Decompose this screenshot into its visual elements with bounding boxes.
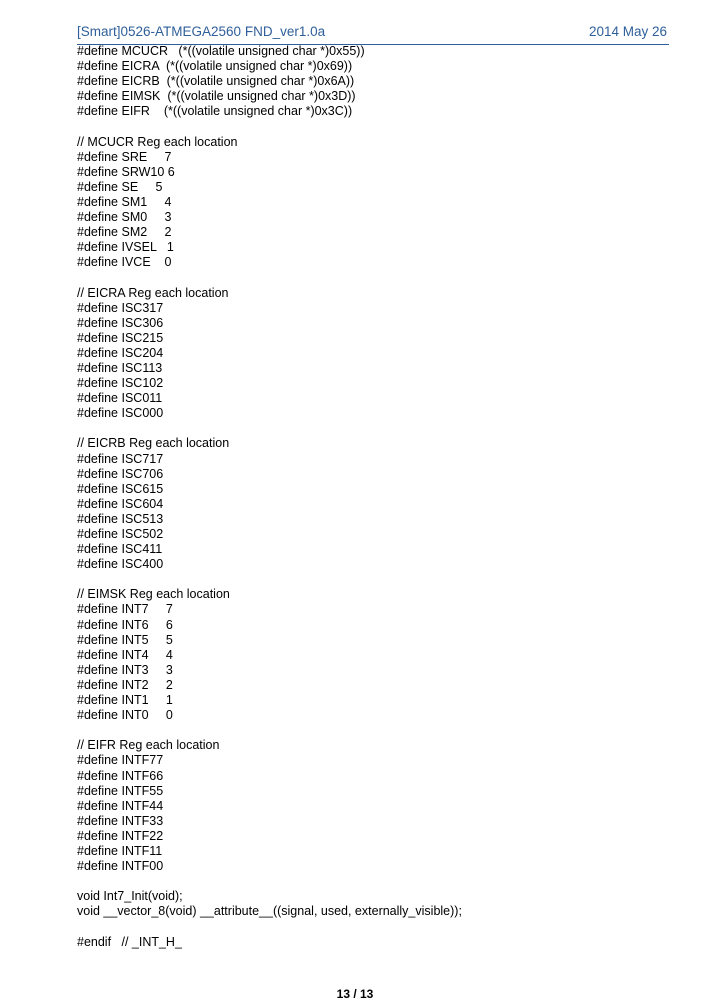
code-block (77, 44, 677, 950)
code-line: #define SM2 2 (77, 225, 172, 240)
code-line: void __vector_8(void) __attribute__((signal, used, externally_visible)); (77, 904, 462, 919)
code-line: #define ISC604 (77, 496, 164, 511)
code-line: #define INTF11 (77, 843, 163, 858)
code-line: // EICRA Reg each location (77, 285, 229, 300)
page-header (77, 24, 669, 45)
code-line: #define ISC400 (77, 557, 164, 572)
document-date: 2014 May 26 (588, 24, 667, 39)
code-line: #define EICRA (*((volatile unsigned char *)0x69)) (77, 59, 353, 74)
code-line: #define EIMSK (*((volatile unsigned char *)0x3D)) (77, 89, 356, 104)
code-line: #define INTF22 (77, 828, 164, 843)
document-title: [Smart]0526-ATMEGA2560 FND_ver1.0a (77, 24, 326, 39)
code-line: #define ISC204 (77, 345, 164, 360)
code-line: #define ISC317 (77, 300, 164, 315)
code-line: #define INT4 4 (77, 647, 173, 662)
code-line: #endif // _INT_H_ (77, 934, 182, 949)
code-line (77, 421, 677, 436)
code-line: #define SM1 4 (77, 194, 172, 209)
code-line (77, 874, 677, 889)
code-line: #define SE 5 (77, 179, 163, 194)
code-line: #define INTF33 (77, 813, 164, 828)
code-line: #define ISC706 (77, 466, 164, 481)
code-line: #define IVCE 0 (77, 255, 172, 270)
code-line: #define IVSEL 1 (77, 240, 174, 255)
code-line: #define ISC102 (77, 376, 164, 391)
code-line: #define INT6 6 (77, 617, 173, 632)
code-line: #define INTF44 (77, 798, 164, 813)
code-line: #define SRW10 6 (77, 164, 175, 179)
code-line: #define SM0 3 (77, 210, 172, 225)
page-number: 13 / 13 (336, 987, 374, 1001)
code-line: // EIMSK Reg each location (77, 587, 230, 602)
code-line: #define INT2 2 (77, 677, 173, 692)
code-line: #define INT5 5 (77, 632, 173, 647)
code-line: #define ISC011 (77, 391, 163, 406)
code-line: #define INT3 3 (77, 662, 173, 677)
code-line (77, 119, 677, 134)
code-line: #define ISC717 (77, 451, 164, 466)
code-line: #define ISC306 (77, 315, 164, 330)
code-line: #define INT1 1 (77, 693, 173, 708)
code-line: #define ISC513 (77, 511, 164, 526)
code-line (77, 919, 677, 934)
code-line: void Int7_Init(void); (77, 889, 183, 904)
code-line: #define INTF77 (77, 753, 164, 768)
code-line: #define MCUCR (*((volatile unsigned char *)0x55)) (77, 44, 365, 58)
code-line: #define SRE 7 (77, 149, 172, 164)
code-line (77, 270, 677, 285)
code-line: #define ISC615 (77, 481, 164, 496)
code-line: #define INTF55 (77, 783, 164, 798)
code-line: #define INT0 0 (77, 708, 173, 723)
code-line (77, 572, 677, 587)
code-line: #define ISC000 (77, 406, 164, 421)
code-line (77, 723, 677, 738)
code-line: #define EICRB (*((volatile unsigned char *)0x6A)) (77, 74, 355, 89)
code-line: // EIFR Reg each location (77, 738, 220, 753)
code-line: #define ISC113 (77, 360, 163, 375)
code-line: #define INT7 7 (77, 602, 173, 617)
code-line: #define ISC215 (77, 330, 164, 345)
code-line: #define ISC411 (77, 542, 163, 557)
code-line: #define INTF00 (77, 859, 164, 874)
code-line: // MCUCR Reg each location (77, 134, 238, 149)
code-line: // EICRB Reg each location (77, 436, 230, 451)
code-line: #define ISC502 (77, 527, 164, 541)
code-line: #define INTF66 (77, 768, 164, 783)
code-line: #define EIFR (*((volatile unsigned char *)0x3C)) (77, 104, 353, 119)
